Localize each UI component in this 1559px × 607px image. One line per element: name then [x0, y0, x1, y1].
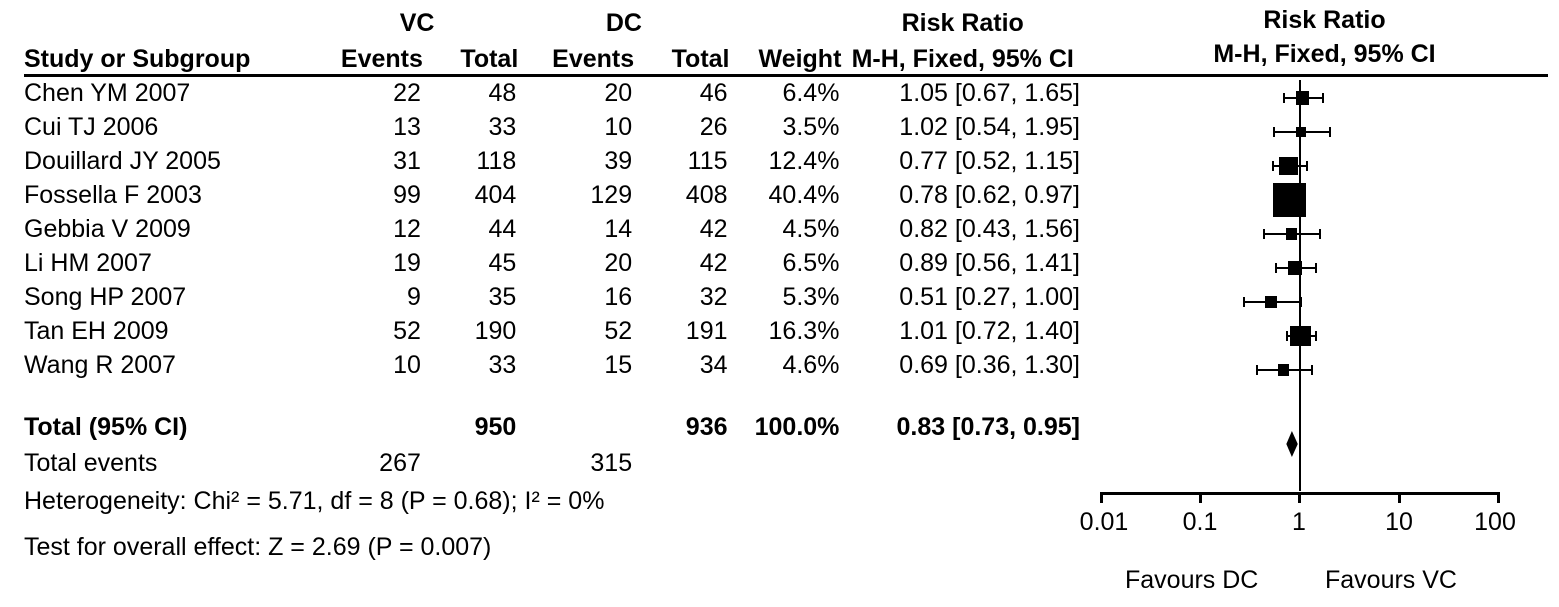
table-row: [24, 74, 1084, 108]
confidence-interval-cap: [1243, 297, 1245, 307]
study-events-dc: 20: [604, 79, 633, 107]
group-header-weight-blank: [730, 6, 842, 38]
study-total-dc: 42: [699, 215, 728, 243]
study-name: Douillard JY 2005: [24, 147, 221, 175]
favours-right-label: Favours VC: [1325, 566, 1457, 594]
study-events-dc: 14: [604, 215, 633, 243]
column-header-weight: Weight: [758, 45, 842, 73]
study-total-dc: 408: [685, 181, 728, 209]
x-tick-label: 0.01: [1079, 508, 1129, 536]
confidence-interval-cap: [1311, 365, 1313, 375]
study-weight: 4.6%: [782, 351, 840, 379]
x-tick-label: 0.1: [1182, 508, 1218, 536]
confidence-interval-cap: [1329, 127, 1331, 137]
study-total-vc: 35: [488, 283, 517, 311]
study-ci: 1.05 [0.67, 1.65]: [899, 79, 1080, 107]
study-ci: 0.78 [0.62, 0.97]: [899, 181, 1080, 209]
plot-subtitle: M-H, Fixed, 95% CI: [1213, 40, 1436, 68]
study-events-dc: 10: [604, 113, 633, 141]
study-total-vc: 190: [474, 317, 517, 345]
group-header-risk-ratio: Risk Ratio: [901, 9, 1024, 37]
study-weight: 40.4%: [768, 181, 840, 209]
study-total-vc: 33: [488, 351, 517, 379]
study-events-vc: 12: [393, 215, 421, 243]
study-ci: 0.82 [0.43, 1.56]: [899, 215, 1080, 243]
study-events-dc: 15: [604, 351, 633, 379]
column-header-ci: M-H, Fixed, 95% CI: [851, 45, 1074, 73]
x-axis-tick: [1298, 492, 1301, 503]
study-name: Wang R 2007: [24, 351, 176, 379]
total-total-dc: 936: [685, 413, 728, 441]
study-events-vc: 10: [393, 351, 421, 379]
column-header-events-vc: Events: [340, 45, 423, 73]
confidence-interval-cap: [1315, 331, 1317, 341]
x-tick-label: 100: [1474, 508, 1516, 536]
confidence-interval-cap: [1315, 263, 1317, 273]
study-weight: 12.4%: [768, 147, 840, 175]
total-row: [24, 402, 1084, 442]
total-events-pad1: [423, 442, 518, 478]
study-weight: 3.5%: [782, 113, 840, 141]
x-axis-tick: [1398, 492, 1401, 503]
study-total-vc: 118: [476, 147, 517, 175]
group-header-row: [24, 6, 1084, 38]
forest-plot-panel: [1079, 0, 1559, 607]
total-events-pad4: [841, 442, 1084, 478]
confidence-interval-cap: [1286, 331, 1288, 341]
study-total-dc: 32: [699, 283, 728, 311]
study-events-dc: 20: [604, 249, 633, 277]
study-total-vc: 404: [474, 181, 517, 209]
study-name: Tan EH 2009: [24, 317, 169, 345]
study-total-dc: 34: [699, 351, 728, 379]
overall-effect-text: Test for overall effect: Z = 2.69 (P = 0.007): [24, 533, 492, 561]
total-events-label: Total events: [24, 449, 158, 477]
confidence-interval-cap: [1300, 297, 1302, 307]
study-weight: 16.3%: [768, 317, 840, 345]
study-table: [24, 6, 1084, 478]
x-axis-tick: [1497, 492, 1500, 503]
study-name: Chen YM 2007: [24, 79, 191, 107]
table-row: [24, 176, 1084, 210]
study-weight: 4.5%: [782, 215, 840, 243]
confidence-interval-cap: [1272, 161, 1274, 171]
study-events-vc: 31: [393, 147, 421, 175]
confidence-interval-cap: [1319, 229, 1321, 239]
column-header-events-dc: Events: [552, 45, 635, 73]
x-axis-tick: [1100, 492, 1103, 503]
table-row: [24, 312, 1084, 346]
total-ci: 0.83 [0.73, 0.95]: [896, 413, 1080, 441]
table-row: [24, 244, 1084, 278]
group-header-blank: [24, 6, 316, 38]
table-row: [24, 108, 1084, 142]
x-tick-label: 1: [1292, 508, 1306, 536]
table-row: [24, 346, 1084, 380]
summary-diamond: [1090, 431, 1559, 457]
study-events-vc: 52: [393, 317, 421, 345]
table-row: [24, 278, 1084, 312]
study-total-dc: 42: [699, 249, 728, 277]
total-events-row: [24, 442, 1084, 478]
study-total-vc: 44: [488, 215, 517, 243]
study-weight-square: [1273, 183, 1306, 216]
study-ci: 1.01 [0.72, 1.40]: [899, 317, 1080, 345]
study-events-vc: 99: [393, 181, 421, 209]
confidence-interval-cap: [1263, 229, 1265, 239]
study-weight: 5.3%: [782, 283, 840, 311]
group-header-vc: VC: [399, 9, 435, 37]
total-weight: 100.0%: [754, 413, 840, 441]
study-weight-square: [1265, 296, 1277, 308]
study-total-dc: 46: [699, 79, 728, 107]
heterogeneity-text: Heterogeneity: Chi² = 5.71, df = 8 (P = 0.68); I² = 0%: [24, 487, 605, 515]
table-row: [24, 210, 1084, 244]
study-events-dc: 16: [604, 283, 633, 311]
total-events-vc: 267: [379, 449, 421, 477]
study-total-dc: 26: [699, 113, 728, 141]
x-tick-label: 10: [1385, 508, 1413, 536]
study-total-vc: 45: [488, 249, 517, 277]
study-name: Cui TJ 2006: [24, 113, 159, 141]
study-total-dc: 115: [687, 147, 728, 175]
x-axis-tick: [1199, 492, 1202, 503]
column-header-row: [24, 38, 1084, 74]
spacer-row: [24, 380, 1084, 402]
study-weight-square: [1296, 127, 1306, 137]
group-header-dc: DC: [605, 9, 642, 37]
total-events-dc: 315: [590, 449, 633, 477]
study-weight-square: [1286, 228, 1297, 239]
study-events-vc: 22: [393, 79, 421, 107]
total-events-vc-blank: [316, 402, 423, 442]
null-effect-line: [1299, 80, 1301, 491]
total-events-dc-blank: [518, 402, 634, 442]
study-weight-square: [1288, 261, 1301, 274]
study-name: Song HP 2007: [24, 283, 187, 311]
confidence-interval-cap: [1275, 263, 1277, 273]
study-weight-square: [1279, 157, 1297, 175]
study-events-dc: 39: [604, 147, 633, 175]
study-events-dc: 52: [604, 317, 633, 345]
study-ci: 0.51 [0.27, 1.00]: [899, 283, 1080, 311]
confidence-interval-cap: [1256, 365, 1258, 375]
study-name: Li HM 2007: [24, 249, 152, 277]
study-weight: 6.5%: [782, 249, 840, 277]
column-header-total-vc: Total: [460, 45, 519, 73]
study-ci: 0.89 [0.56, 1.41]: [899, 249, 1080, 277]
study-name: Gebbia V 2009: [24, 215, 191, 243]
study-weight: 6.4%: [782, 79, 840, 107]
study-events-vc: 19: [393, 249, 421, 277]
confidence-interval-cap: [1306, 161, 1308, 171]
study-name: Fossella F 2003: [24, 181, 202, 209]
table-row: [24, 142, 1084, 176]
study-total-dc: 191: [685, 317, 728, 345]
study-total-vc: 48: [488, 79, 517, 107]
total-label: Total (95% CI): [24, 413, 188, 441]
column-header-total-dc: Total: [671, 45, 730, 73]
study-events-vc: 13: [393, 113, 421, 141]
confidence-interval-cap: [1322, 93, 1324, 103]
study-events-dc: 129: [590, 181, 633, 209]
study-weight-square: [1296, 91, 1309, 104]
confidence-interval-cap: [1283, 93, 1285, 103]
study-weight-square: [1278, 364, 1289, 375]
study-ci: 0.77 [0.52, 1.15]: [899, 147, 1080, 175]
total-total-vc: 950: [474, 413, 517, 441]
confidence-interval-cap: [1273, 127, 1275, 137]
study-events-vc: 9: [406, 283, 421, 311]
total-events-pad3: [730, 442, 842, 478]
plot-title: Risk Ratio: [1263, 6, 1386, 34]
column-header-study: Study or Subgroup: [24, 45, 251, 73]
study-ci: 1.02 [0.54, 1.95]: [899, 113, 1080, 141]
total-events-pad2: [634, 442, 729, 478]
favours-left-label: Favours DC: [1125, 566, 1259, 594]
study-weight-square: [1290, 326, 1311, 347]
study-total-vc: 33: [488, 113, 517, 141]
study-ci: 0.69 [0.36, 1.30]: [899, 351, 1080, 379]
